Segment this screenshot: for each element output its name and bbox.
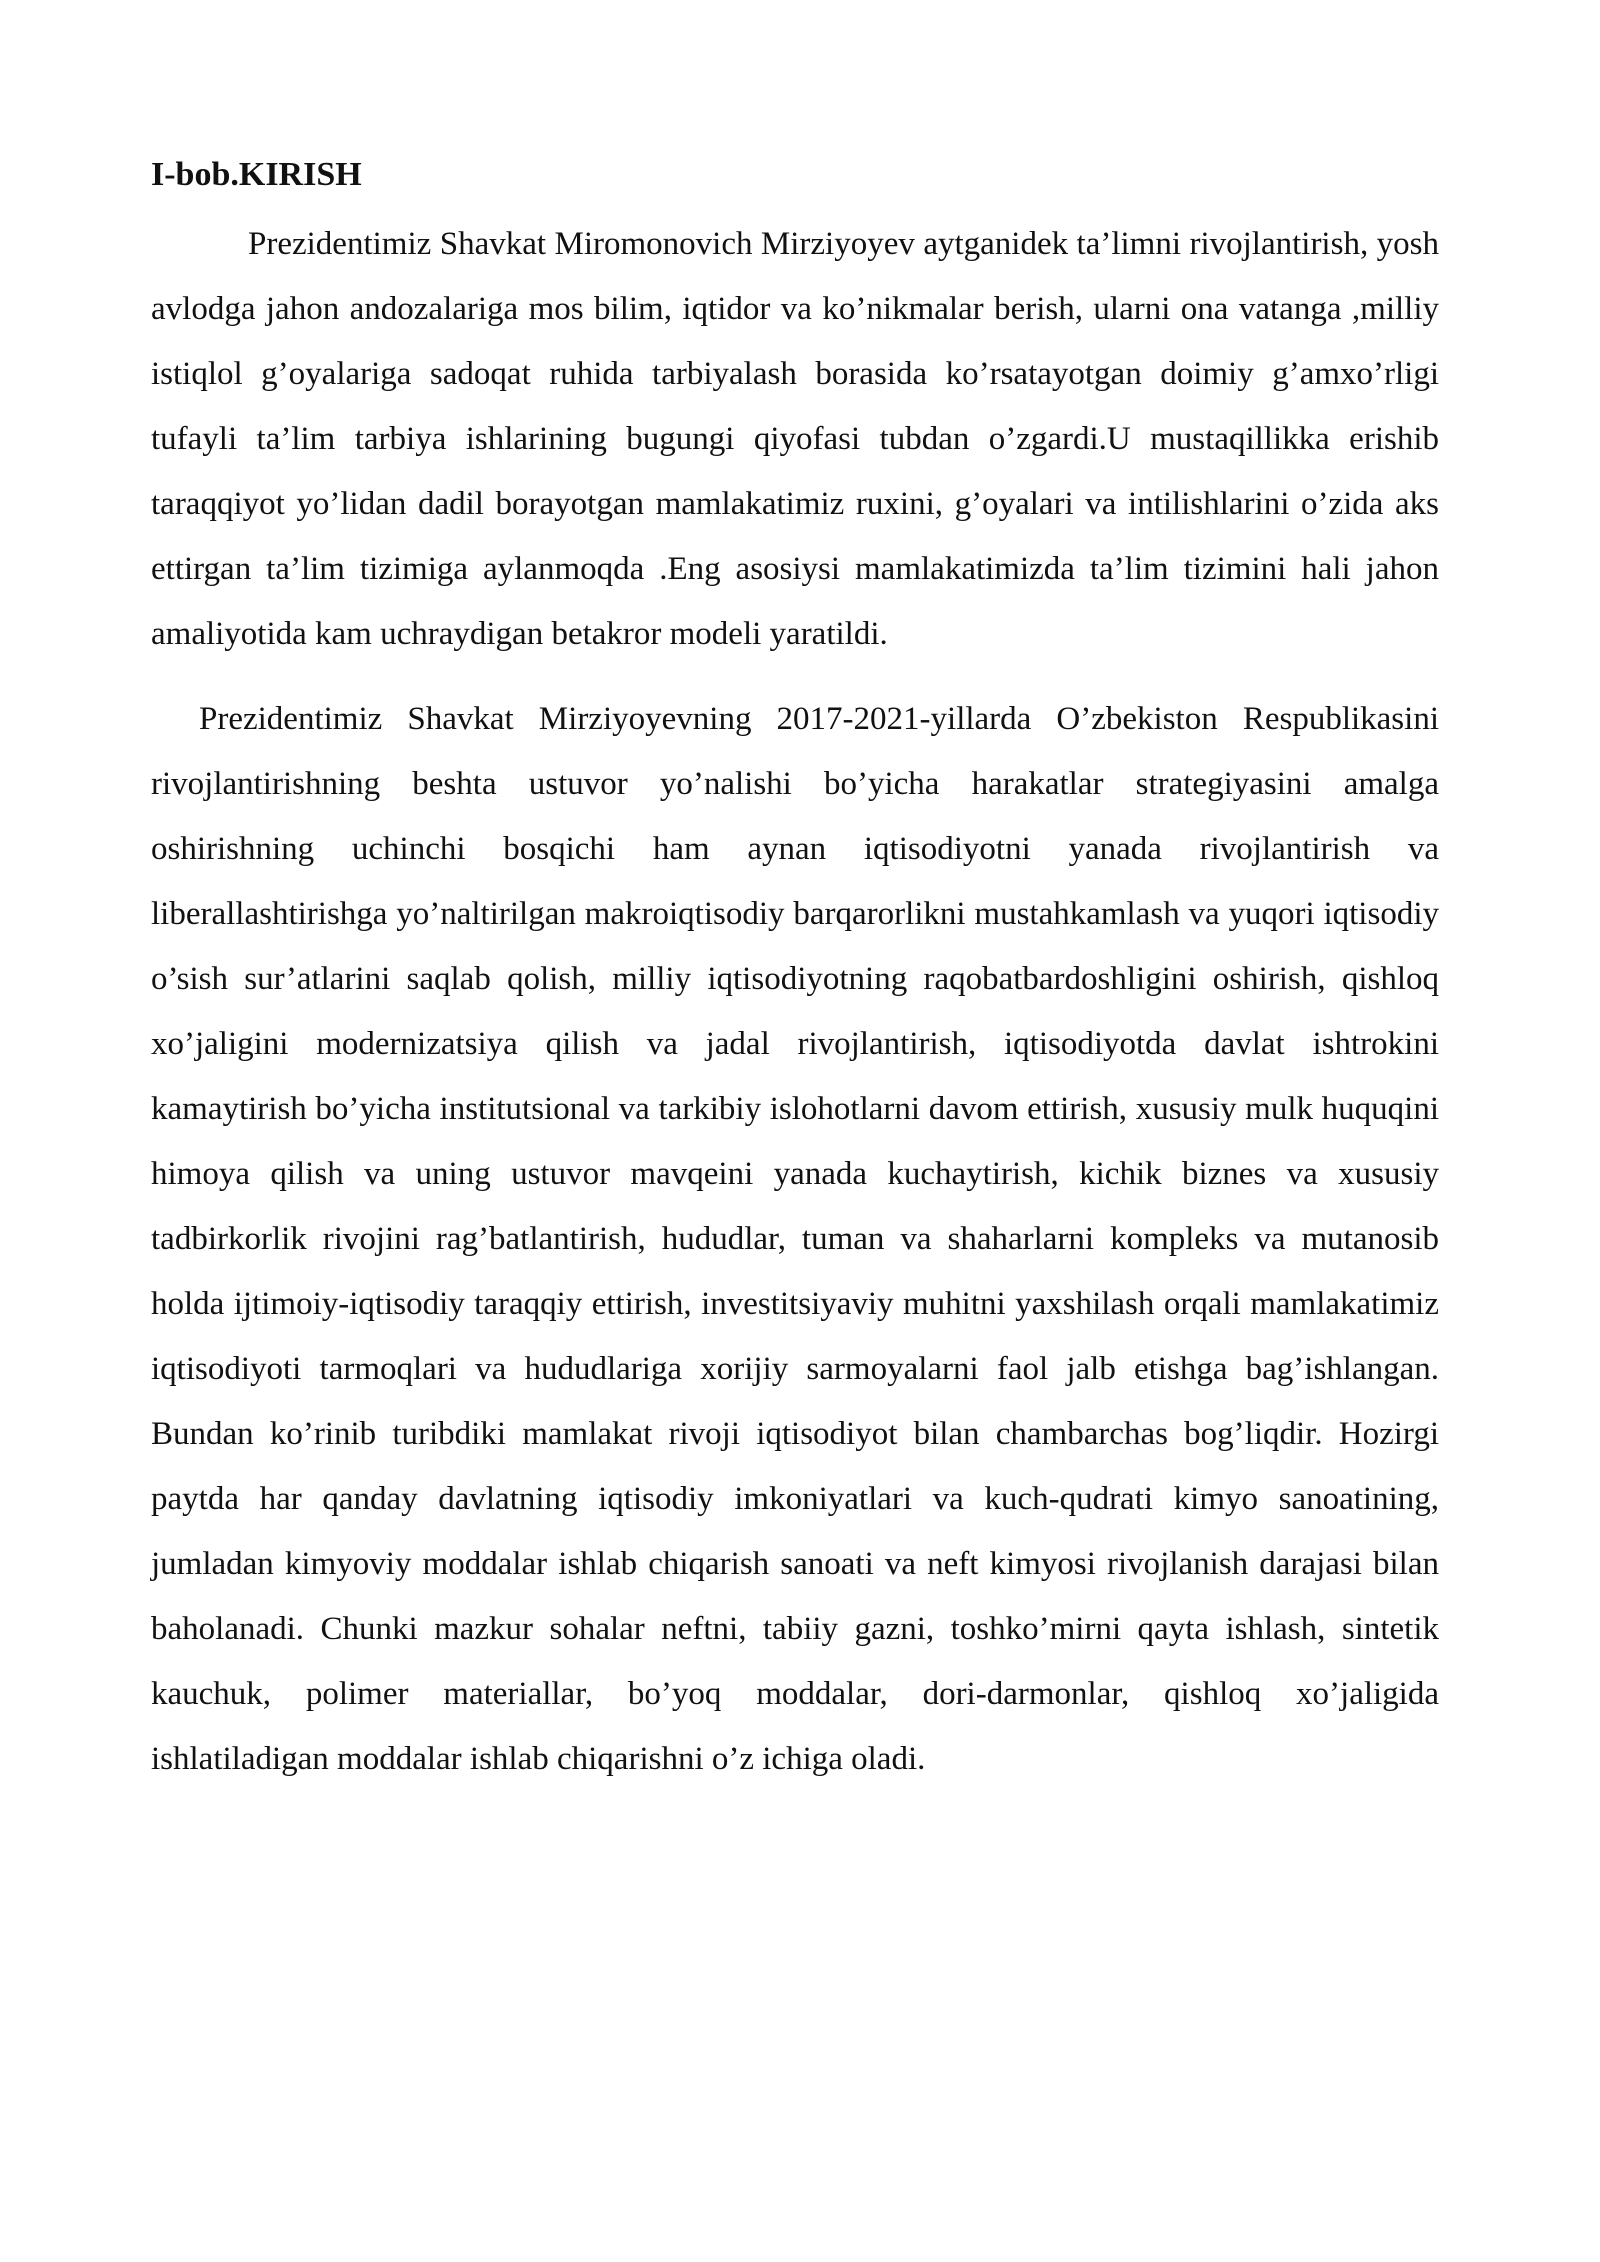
chapter-heading: I-bob.KIRISH	[151, 156, 362, 193]
document-page	[151, 150, 1439, 1792]
paragraph-1: Prezidentimiz Shavkat Miromonovich Mirziyoyev aytganidek ta’limni rivojlantirish, yosh avlodga jahon andozalariga mos bilim, iqtidor va ko’nikmalar berish, ularni ona vatanga ,milliy istiqlol g’oyalariga sadoqat ruhida tarbiyalash borasida ko’rsatayotgan doimiy g’amxo’rligi tufayli ta’lim tarbiya ishlarining bugungi qiyofasi tubdan o’zgardi.U mustaqillikka erishib taraqqiyot yo’lidan dadil borayotgan mamlakatimiz ruxini, g’oyalari va intilishlarini o’zida aks ettirgan ta’lim tizimiga aylanmoqda .Eng asosiysi mamlakatimizda ta’lim tizimini hali jahon amaliyotida kam uchraydigan betakror modeli yaratildi.	[151, 226, 1439, 652]
paragraph-2: Prezidentimiz Shavkat Mirziyoyevning 2017-2021-yillarda O’zbekiston Respublikasini rivojlantirishning beshta ustuvor yo’nalishi bo’yicha harakatlar strategiyasini amalga oshirishning uchinchi bosqichi ham aynan iqtisodiyotni yanada rivojlantirish va liberallashtirishga yo’naltirilgan makroiqtisodiy barqarorlikni mustahkamlash va yuqori iqtisodiy o’sish sur’atlarini saqlab qolish, milliy iqtisodiyotning raqobatbardoshligini oshirish, qishloq xo’jaligini modernizatsiya qilish va jadal rivojlantirish, iqtisodiyotda davlat ishtrokini kamaytirish bo’yicha institutsional va tarkibiy islohotlarni davom ettirish, xususiy mulk huquqini himoya qilish va uning ustuvor mavqeini yanada kuchaytirish, kichik biznes va xususiy tadbirkorlik rivojini rag’batlantirish, hududlar, tuman va shaharlarni kompleks va mutanosib holda ijtimoiy-iqtisodiy taraqqiy ettirish, investitsiyaviy muhitni yaxshilash orqali mamlakatimiz iqtisodiyoti tarmoqlari va hududlariga xorijiy sarmoyalarni faol jalb etishga bag’ishlangan. Bundan ko’rinib turibdiki mamlakat rivoji iqtisodiyot bilan chambarchas bog’liqdir. Hozirgi paytda har qanday davlatning iqtisodiy imkoniyatlari va kuch-qudrati kimyo sanoatining, jumladan kimyoviy moddalar ishlab chiqarish sanoati va neft kimyosi rivojlanish darajasi bilan baholanadi. Chunki mazkur sohalar neftni, tabiiy gazni, toshko’mirni qayta ishlash, sintetik kauchuk, polimer materiallar, bo’yoq moddalar, dori-darmonlar, qishloq xo’jaligida ishlatiladigan moddalar ishlab chiqarishni o’z ichiga oladi.	[151, 701, 1439, 1777]
